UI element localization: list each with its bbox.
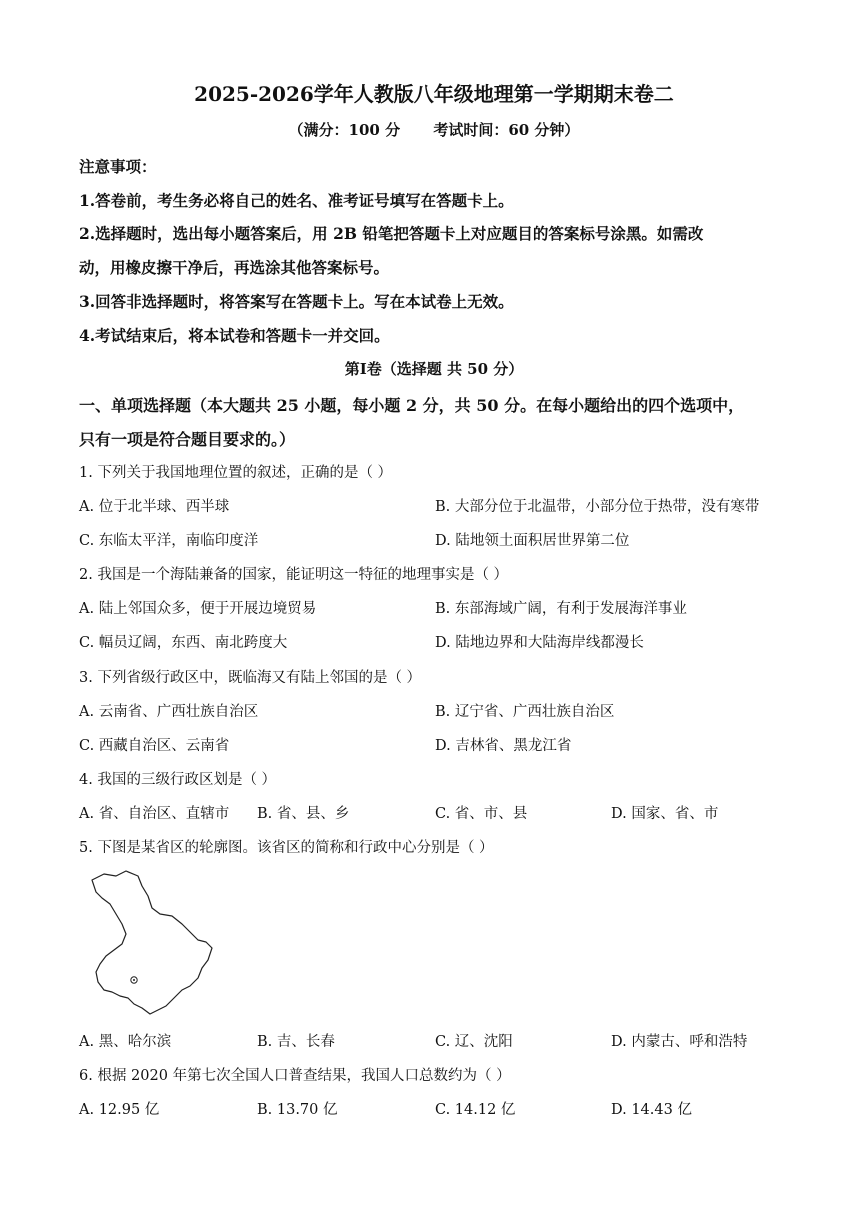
province-outline-map — [86, 868, 221, 1018]
option-4a: A. 省、自治区、直辖市 — [79, 806, 230, 822]
option-4d: D. 国家、省、市 — [611, 806, 719, 822]
option-3a: A. 云南省、广西壮族自治区 — [79, 704, 259, 720]
question-stem-4: 4. 我国的三级行政区划是（ ） — [79, 772, 277, 788]
province-outline — [92, 871, 212, 1014]
option-6d: D. 14.43 亿 — [611, 1102, 692, 1118]
volume-heading: 第Ⅰ卷（选择题 共 50 分） — [344, 360, 524, 378]
notice-item: 动，用橡皮擦干净后，再选涂其他答案标号。 — [79, 258, 390, 277]
exam-info — [0, 119, 868, 140]
section-heading: 一、单项选择题（本大题共 25 小题，每小题 2 分，共 50 分。在每小题给出的四个选项中， — [79, 396, 745, 415]
question-stem-1: 1. 下列关于我国地理位置的叙述，正确的是（ ） — [79, 465, 393, 481]
full-score: （满分：100 分 — [288, 121, 401, 139]
option-2b: B. 东部海域广阔，有利于发展海洋事业 — [435, 601, 687, 617]
notice-item: 3.回答非选择题时，将答案写在答题卡上。写在本试卷上无效。 — [79, 292, 514, 311]
option-5c: C. 辽、沈阳 — [435, 1034, 513, 1050]
page-title: 2025-2026学年人教版八年级地理第一学期期末卷二 — [194, 82, 674, 106]
option-5d: D. 内蒙古、呼和浩特 — [611, 1034, 748, 1050]
option-6b: B. 13.70 亿 — [257, 1102, 338, 1118]
option-1a: A. 位于北半球、西半球 — [79, 499, 230, 515]
section-heading-cont: 只有一项是符合题目要求的。） — [79, 430, 296, 449]
option-3c: C. 西藏自治区、云南省 — [79, 738, 230, 754]
option-5b: B. 吉、长春 — [257, 1034, 335, 1050]
option-4c: C. 省、市、县 — [435, 806, 528, 822]
notice-item: 4.考试结束后，将本试卷和答题卡一并交回。 — [79, 326, 390, 345]
option-1b: B. 大部分位于北温带，小部分位于热带，没有寒带 — [435, 499, 760, 515]
option-2d: D. 陆地边界和大陆海岸线都漫长 — [435, 635, 644, 651]
option-2c: C. 幅员辽阔，东西、南北跨度大 — [79, 635, 288, 651]
question-stem-3: 3. 下列省级行政区中，既临海又有陆上邻国的是（ ） — [79, 670, 422, 686]
option-6c: C. 14.12 亿 — [435, 1102, 516, 1118]
option-4b: B. 省、县、乡 — [257, 806, 350, 822]
notice-item: 1.答卷前，考生务必将自己的姓名、准考证号填写在答题卡上。 — [79, 191, 514, 210]
notice-heading: 注意事项： — [79, 157, 157, 176]
option-1c: C. 东临太平洋，南临印度洋 — [79, 533, 259, 549]
option-6a: A. 12.95 亿 — [79, 1102, 160, 1118]
notice-item: 2.选择题时，选出每小题答案后，用 2B 铅笔把答题卡上对应题目的答案标号涂黑。如需改 — [79, 224, 704, 243]
question-stem-6: 6. 根据 2020 年第七次全国人口普查结果，我国人口总数约为（ ） — [79, 1068, 511, 1084]
exam-time: 考试时间：60 分钟） — [433, 121, 580, 139]
option-2a: A. 陆上邻国众多，便于开展边境贸易 — [79, 601, 317, 617]
question-stem-5: 5. 下图是某省区的轮廓图。该省区的简称和行政中心分别是（ ） — [79, 840, 494, 856]
question-stem-2: 2. 我国是一个海陆兼备的国家，能证明这一特征的地理事实是（ ） — [79, 567, 509, 583]
option-3b: B. 辽宁省、广西壮族自治区 — [435, 704, 615, 720]
option-3d: D. 吉林省、黑龙江省 — [435, 738, 572, 754]
option-5a: A. 黑、哈尔滨 — [79, 1034, 172, 1050]
option-1d: D. 陆地领土面积居世界第二位 — [435, 533, 630, 549]
